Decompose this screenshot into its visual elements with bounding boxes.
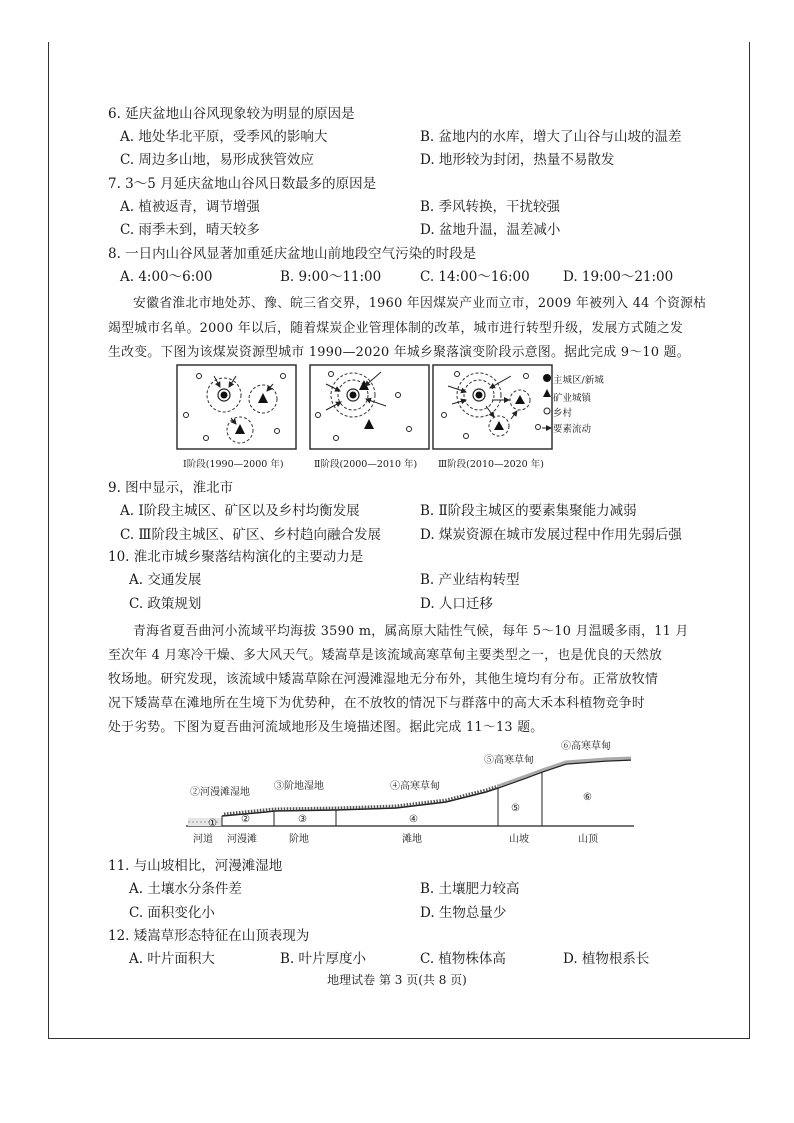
- q11-option-a: A. 土壤水分条件差: [129, 881, 242, 897]
- habitat-5-marker: ⑤: [511, 803, 520, 814]
- passage2-line3: 牧场地。研究发现，该流域中矮嵩草除在河漫滩湿地无分布外，其他生境均有分布。正常放牧情: [108, 672, 659, 687]
- q6-stem: 6. 延庆盆地山谷风现象较为明显的原因是: [108, 106, 355, 122]
- q8-stem: 8. 一日内山谷风显著加重延庆盆地山前地段空气污染的时段是: [108, 246, 477, 262]
- q8-option-b: B. 9:00～11:00: [280, 269, 382, 285]
- habitat-4-marker: ④: [409, 814, 418, 825]
- q6-option-d: D. 地形较为封闭，热量不易散发: [420, 152, 615, 168]
- habitat-6-marker: ⑥: [583, 792, 592, 803]
- q12-stem: 12. 矮嵩草形态特征在山顶表现为: [108, 928, 310, 944]
- q10-option-b: B. 产业结构转型: [420, 572, 520, 588]
- terrain-flat: 滩地: [402, 834, 422, 845]
- q10-option-d: D. 人口迁移: [420, 596, 493, 612]
- label-meadow-flat: ④高寒草甸: [390, 781, 440, 792]
- q7-option-d: D. 盆地升温，温差减小: [420, 222, 561, 238]
- terrain-slope: 山坡: [509, 834, 529, 845]
- q8-option-a: A. 4:00～6:00: [120, 269, 213, 285]
- passage2-line5: 处于劣势。下图为夏吾曲河流域地形及生境描述图。据此完成 11～13 题。: [108, 720, 544, 735]
- q6-option-a: A. 地处华北平原，受季风的影响大: [120, 129, 328, 145]
- q6-option-b: B. 盆地内的水库，增大了山谷与山坡的温差: [420, 129, 682, 145]
- q10-option-c: C. 政策规划: [129, 596, 202, 612]
- habitat-3-marker: ③: [298, 814, 307, 825]
- label-meadow-top: ⑥高寒草甸: [561, 741, 611, 752]
- q11-stem: 11. 与山坡相比，河漫滩湿地: [108, 858, 283, 874]
- terrain-floodplain: 河漫滩: [227, 834, 257, 845]
- q8-option-d: D. 19:00～21:00: [563, 269, 674, 285]
- passage1-line2: 竭型城市名单。2000 年以后，随着煤炭企业管理体制的改革，城市进行转型升级，发展方式随之发: [108, 321, 684, 336]
- q11-option-d: D. 生物总量少: [420, 905, 507, 921]
- q7-option-c: C. 雨季未到，晴天较多: [120, 222, 260, 238]
- q11-option-b: B. 土壤肥力较高: [420, 881, 520, 897]
- q9-option-d: D. 煤炭资源在城市发展过程中作用先弱后强: [420, 527, 682, 543]
- q9-stem: 9. 图中显示，淮北市: [108, 480, 234, 496]
- settlement-evolution-figure: [176, 364, 556, 452]
- legend-flow: 要素流动: [553, 424, 592, 435]
- q10-option-a: A. 交通发展: [129, 572, 202, 588]
- q9-option-c: C. Ⅲ阶段主城区、矿区、乡村趋向融合发展: [120, 527, 381, 543]
- passage2-line4: 况下矮嵩草在滩地所在生境下为优势种，在不放牧的情况下与群落中的高大禾本科植物竞争时: [108, 696, 645, 711]
- stage-3-box: [433, 365, 552, 449]
- q12-option-c: C. 植物株体高: [420, 951, 506, 967]
- habitat-1-marker: ①: [208, 818, 217, 829]
- q12-option-d: D. 植物根系长: [563, 951, 650, 967]
- q8-option-c: C. 14:00～16:00: [420, 269, 530, 285]
- passage1-line3: 生改变。下图为该煤炭资源型城市 1990—2020 年城乡聚落演变阶段示意图。据此完成 9～10 题。: [108, 345, 690, 360]
- q7-stem: 7. 3～5 月延庆盆地山谷风日数最多的原因是: [108, 176, 377, 192]
- stage-2-box: [310, 365, 429, 449]
- label-meadow-slope: ⑤高寒草甸: [484, 755, 534, 766]
- terrain-top: 山顶: [578, 834, 598, 845]
- passage2-line2: 至次年 4 月寒冷干燥、多大风天气。矮嵩草是该流域高寒草甸主要类型之一，也是优良的天然放: [108, 648, 663, 663]
- stage-1-box: [177, 365, 296, 449]
- page-footer: 地理试卷 第 3 页(共 8 页): [327, 973, 467, 987]
- legend-symbols: [541, 372, 553, 442]
- legend-village: 乡村: [553, 408, 573, 419]
- passage1-line1: 安徽省淮北市地处苏、豫、皖三省交界，1960 年因煤炭产业而立市，2009 年被列入 44 个资源枯: [133, 296, 707, 311]
- q10-stem: 10. 淮北市城乡聚落结构演化的主要动力是: [108, 549, 364, 565]
- q9-option-a: A. Ⅰ阶段主城区、矿区以及乡村均衡发展: [120, 503, 360, 519]
- terrain-channel: 河道: [193, 834, 213, 845]
- passage2-line1: 青海省夏吾曲河小流域平均海拔 3590 m，属高原大陆性气候，每年 5～10 月温暖多雨，11 月: [133, 624, 689, 639]
- q7-option-b: B. 季风转换，干扰较强: [420, 199, 561, 215]
- label-terrace-wetland: ③阶地湿地: [274, 781, 324, 792]
- q6-option-c: C. 周边多山地，易形成狭管效应: [120, 152, 314, 168]
- habitat-2-marker: ②: [241, 814, 250, 825]
- terrain-terrace: 阶地: [289, 834, 309, 845]
- label-floodplain-wetland: ②河漫滩湿地: [190, 787, 250, 798]
- q11-option-c: C. 面积变化小: [129, 905, 215, 921]
- legend-mining-town: 矿业城镇: [553, 393, 592, 404]
- caption-stage-3: Ⅲ阶段(2010—2020 年): [438, 459, 544, 470]
- legend-main-city: 主城区/新城: [553, 375, 604, 386]
- q12-option-a: A. 叶片面积大: [129, 951, 215, 967]
- caption-stage-2: Ⅱ阶段(2000—2010 年): [314, 459, 418, 470]
- caption-stage-1: Ⅰ阶段(1990—2000 年): [183, 459, 284, 470]
- q7-option-a: A. 植被返青，调节增强: [120, 199, 260, 215]
- q9-option-b: B. Ⅱ阶段主城区的要素集聚能力减弱: [420, 503, 637, 519]
- q12-option-b: B. 叶片厚度小: [280, 951, 367, 967]
